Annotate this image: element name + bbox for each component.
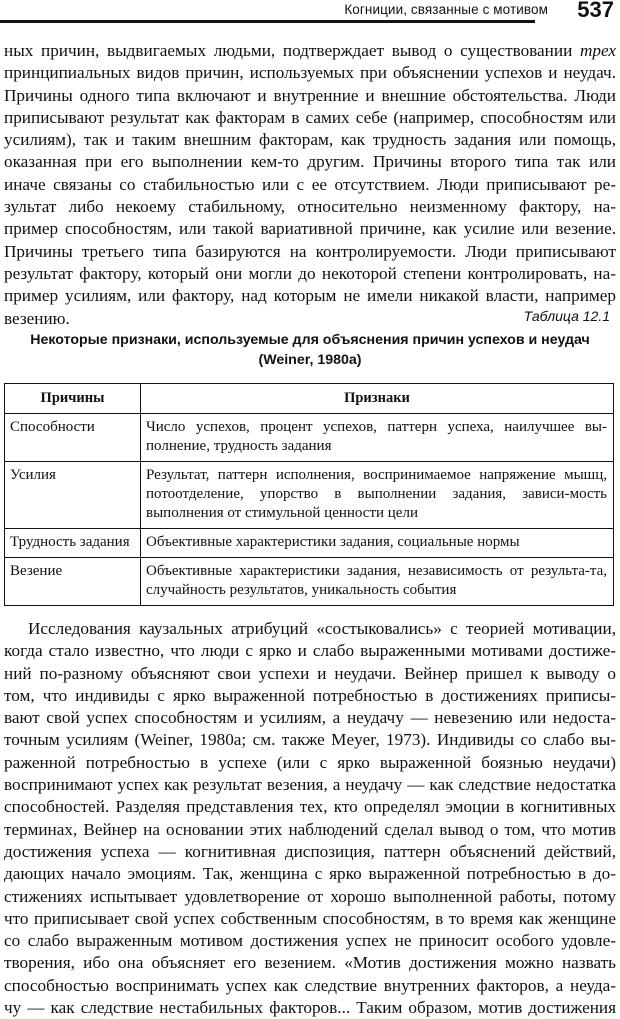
text-line: стижениях испытывает удовлетворение от хорошо выполненной работы, потому: [4, 886, 616, 906]
column-header-signs: Признаки: [141, 384, 614, 414]
text-line: результат фактору, который они могли до некоторой степени контролировать, на-: [4, 263, 616, 283]
text-line: когда стало известно, что люди с ярко и слабо выраженными мотивами достиже-: [4, 641, 616, 661]
text-line: способностью воспринимать успех как следствие внутренних факторов, а неуда-: [4, 975, 616, 995]
table-title-line: Некоторые признаки, используемые для объяснения причин успехов и неудач: [30, 332, 590, 348]
table-title-line: (Weiner, 1980a): [258, 352, 362, 368]
cause-cell: Трудность задания: [5, 529, 141, 558]
text-line: зультат либо некоему стабильному, относительно неизменному фактору, на-: [4, 197, 616, 217]
text-line: способностей. Разделяя представления тех, кто определял эмоции в когнитивных: [4, 797, 616, 817]
table-row: [5, 414, 614, 462]
text-line: вают свой успех способностям и усилиям, а неудачу — невезению или недоста-: [4, 708, 616, 728]
text-line: ных причин, выдвигаемых людьми, подтверждает вывод о существовании трех: [4, 41, 616, 60]
cause-cell: Усилия: [5, 462, 141, 529]
page-header: [0, 0, 620, 28]
table-header-row: [5, 384, 614, 414]
text-line: Исследования каузальных атрибуций «состыковались» с теорией мотивации,: [28, 619, 616, 638]
paragraph-2: [4, 618, 616, 1019]
text-line: воспринимают успех как результат везения, а неудачу — как следствие недостатка: [4, 775, 616, 795]
text-line: усилиям), так и таким внешним факторам, как трудность задания или помощь,: [4, 130, 616, 150]
signs-cell: Результат, паттерн исполнения, воспринимаемое напряжение мышц, потоотделение, упорство в выполнении задания, зависи-мость выполнения от стимульной ценности цели: [141, 462, 614, 529]
header-rule: [0, 20, 535, 23]
text-line: ний по-разному объясняют свои успехи и неудачи. Вейнер пришел к выводу о: [4, 663, 616, 683]
text-line: везению.: [4, 308, 70, 328]
text-line: что приписывает свой успех собственным способностям, в то время как женщине: [4, 908, 616, 928]
text-line: достижения успеха — когнитивная диспозиция, паттерн объяснений действий,: [4, 841, 616, 861]
text-line: пример усилиям, или фактору, над которым не имели никакой власти, например: [4, 286, 616, 306]
text-line: оказанная при его выполнении кем-то другим. Причины второго типа так или: [4, 152, 616, 172]
table-caption: Таблица 12.1: [523, 308, 610, 324]
table-row: [5, 558, 614, 606]
running-title: Когниции, связанные с мотивом: [344, 2, 548, 17]
table-row: [5, 529, 614, 558]
signs-cell: Число успехов, процент успехов, паттерн успеха, наилучшее вы-полнение, трудность задания: [141, 414, 614, 462]
signs-cell: Объективные характеристики задания, независимость от результа-та, случайность результатов, уникальность события: [141, 558, 614, 606]
cause-cell: Способности: [5, 414, 141, 462]
table-row: [5, 462, 614, 529]
emphasis: трех: [579, 41, 616, 60]
text-line: дающих начало эмоциям. Так, женщина с ярко выраженной потребностью в до-: [4, 864, 616, 884]
text-line: точным усилиям (Weiner, 1980a; см. также Meyer, 1973). Индивиды со слабо вы-: [4, 730, 616, 750]
text-line: Причины третьего типа базируются на контролируемости. Люди приписывают: [4, 241, 616, 261]
text-line: приписывают результат как факторам в самих себе (например, способностям или: [4, 107, 616, 127]
paragraph-1: [4, 40, 616, 330]
column-header-causes: Причины: [5, 384, 141, 414]
text-line: терминах, Вейнер на основании этих наблюдений сделал вывод о том, что мотив: [4, 819, 616, 839]
text-line: принципиальных видов причин, используемых при объяснении успехов и неудач.: [4, 63, 616, 83]
text-line: иначе связаны со стабильностью или с ее отсутствием. Люди приписывают ре-: [4, 174, 616, 194]
signs-table: [4, 383, 614, 606]
text-line: том, что индивиды с ярко выраженной потребностью в достижениях приписы-: [4, 685, 616, 705]
text-line: чу — как следствие нестабильных факторов... Таким образом, мотив достижения: [4, 998, 616, 1018]
text-line: творения, ибо она объясняет его везением. «Мотив достижения можно назвать: [4, 953, 616, 973]
table-title: [0, 330, 620, 370]
text-line: со слабо выраженным мотивом достижения успех не приносит особого удовле-: [4, 931, 616, 951]
text-line: Причины одного типа включают и внутренние и внешние обстоятельства. Люди: [4, 85, 616, 105]
signs-cell: Объективные характеристики задания, социальные нормы: [141, 529, 614, 558]
text-line: раженной потребностью в успехе (или с ярко выраженной боязнью неудачи): [4, 752, 616, 772]
cause-cell: Везение: [5, 558, 141, 606]
text-line: пример способностям, или такой вариативной причине, как усилие или везение.: [4, 219, 616, 239]
page-number: 537: [577, 0, 614, 22]
